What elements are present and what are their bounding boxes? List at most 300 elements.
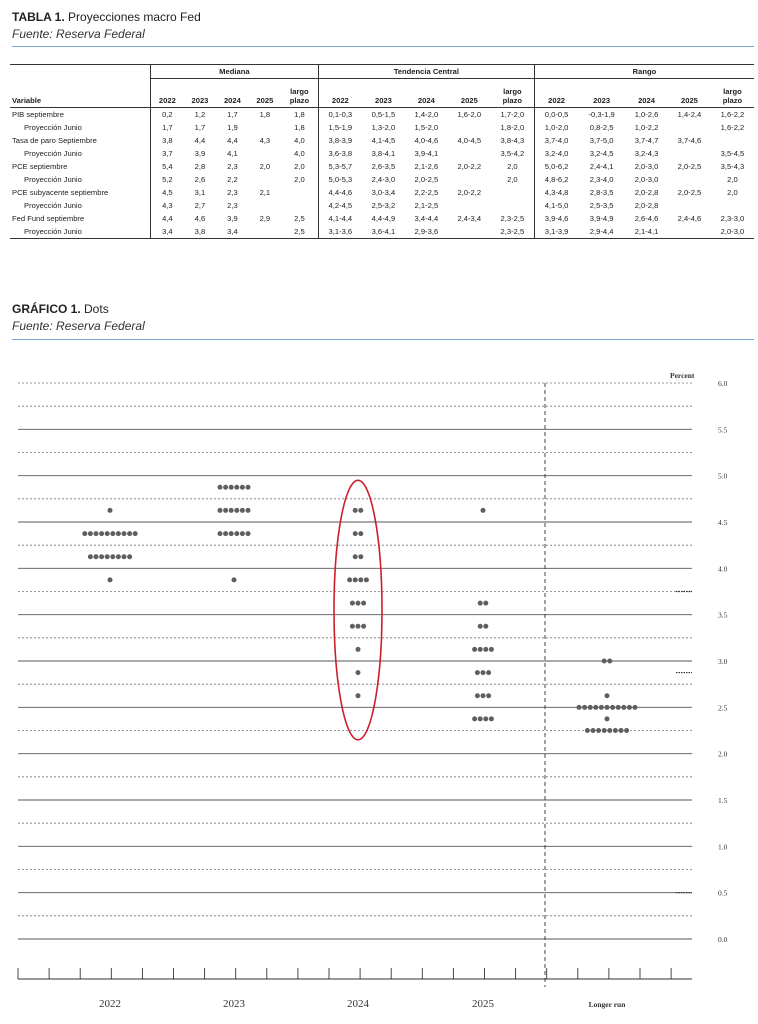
table-cell (448, 121, 491, 134)
dot (229, 508, 234, 513)
table-cell: 2,3-2,5 (491, 225, 535, 239)
table-cell: 2,0 (259, 162, 271, 171)
row-label: Fed Fund septiembre (12, 214, 85, 223)
dot (353, 577, 358, 582)
dot (122, 554, 127, 559)
dot (602, 659, 607, 664)
table-cell: 4,1-4,4 (318, 212, 362, 225)
table-cell: 2,4-4,1 (589, 162, 614, 171)
table-cell: 2,5-3,2 (371, 201, 396, 210)
table-cell: 3,8-3,9 (318, 134, 362, 147)
dot (486, 693, 491, 698)
table-cell: 2,0 (294, 175, 305, 184)
table-cell: 2,8-3,5 (589, 188, 614, 197)
long-run-header (491, 79, 535, 108)
dot (475, 670, 480, 675)
group-rango: Rango (534, 65, 754, 79)
y-tick-label: 2.5 (718, 703, 728, 713)
x-tick-label: 2025 (472, 998, 494, 1010)
dot (627, 705, 632, 710)
table-cell (281, 199, 318, 212)
table-cell (668, 147, 711, 160)
x-tick-label: Longer run (588, 1000, 626, 1009)
table-cell: 1,9 (227, 123, 238, 132)
table-cell: 1,4-2,4 (677, 110, 702, 119)
year-header: 2025 (668, 79, 711, 108)
row-label: Proyección Junio (10, 225, 151, 239)
table-cell: 1,8 (294, 110, 305, 119)
table-cell: 3,4-4,4 (414, 214, 439, 223)
table-cell: 2,0-2,5 (677, 162, 702, 171)
dot (223, 485, 228, 490)
group-tendencia-central: Tendencia Central (318, 65, 534, 79)
x-tick-label: 2024 (347, 998, 369, 1010)
row-label: Proyección Junio (24, 201, 82, 210)
dot (478, 624, 483, 629)
table-cell: 4,4 (151, 212, 184, 225)
table-cell: 2,3 (227, 162, 238, 171)
year-header: 2025 (448, 79, 491, 108)
table-cell: 2,7 (194, 201, 206, 210)
dot (602, 728, 607, 733)
x-tick-label: 2022 (99, 998, 121, 1010)
chart-title-text: Dots (84, 302, 109, 316)
table-cell: 2,2-2,5 (414, 188, 439, 197)
dot (127, 531, 132, 536)
table-cell: 3,8-4,1 (371, 149, 396, 158)
table-cell: 2,8 (194, 162, 206, 171)
dot (246, 531, 251, 536)
dot (127, 554, 132, 559)
dot-plot-chart (0, 352, 758, 1024)
table-cell: 4,2-4,5 (318, 199, 362, 212)
row-label: Proyección Junio (24, 123, 82, 132)
table-cell: 1,6-2,0 (457, 110, 482, 119)
table-cell: 4,1-5,0 (534, 199, 578, 212)
dot (232, 577, 237, 582)
table-cell: 2,0-2,5 (677, 188, 702, 197)
table-title (12, 10, 201, 24)
table-cell: 4,1-4,5 (371, 136, 396, 145)
table-cell: 1,2 (194, 110, 206, 119)
dot (605, 716, 610, 721)
dot (94, 531, 99, 536)
table-group-header-row (10, 65, 754, 79)
row-label: PIB septiembre (12, 110, 64, 119)
table-cell: 2,1 (259, 188, 271, 197)
table-cell: 3,9 (194, 149, 206, 158)
table-cell: 4,0 (294, 136, 305, 145)
table-year-header-row (10, 79, 754, 108)
year-header: 2023 (184, 79, 216, 108)
dot (218, 531, 223, 536)
row-label: Proyección Junio (24, 175, 82, 184)
dot (110, 554, 115, 559)
table-cell (448, 173, 491, 186)
table-cell: 3,1 (194, 188, 206, 197)
dot (607, 659, 612, 664)
table-row (10, 212, 754, 225)
table-cell: 4,0-4,5 (457, 136, 482, 145)
year-header: 2024 (216, 79, 248, 108)
table-cell: 5,0-5,3 (318, 173, 362, 186)
macro-projections-table (10, 64, 754, 239)
x-axis (18, 968, 692, 1010)
group-mediana: Mediana (151, 65, 319, 79)
long-run-header-line1: largo (503, 87, 522, 96)
dot (353, 554, 358, 559)
table-cell: 2,1-4,1 (625, 225, 668, 239)
y-tick-label: 1.0 (718, 842, 728, 852)
chart-label: GRÁFICO 1. (12, 302, 81, 316)
dot (478, 647, 483, 652)
dot (607, 728, 612, 733)
table-cell: 4,0-4,6 (414, 136, 439, 145)
dot (364, 577, 369, 582)
year-header: 2022 (534, 79, 578, 108)
table-cell: 2,6-4,6 (634, 214, 659, 223)
dot (358, 531, 363, 536)
year-header: 2024 (405, 79, 448, 108)
table-cell: 3,2-4,3 (634, 149, 659, 158)
table-cell (448, 199, 491, 212)
table-cell: 3,2-4,0 (534, 147, 578, 160)
dot (585, 728, 590, 733)
table-row (10, 121, 754, 134)
table-cell: 1,7 (194, 123, 206, 132)
table-cell (249, 147, 281, 160)
dot (229, 531, 234, 536)
table-cell (448, 147, 491, 160)
y-tick-label: 5.0 (718, 471, 728, 481)
dot (472, 716, 477, 721)
table-cell (491, 186, 535, 199)
year-header: 2023 (578, 79, 625, 108)
dot (361, 601, 366, 606)
table-cell: 0,0-0,5 (534, 108, 578, 122)
table-cell: 1,8 (294, 123, 305, 132)
table-cell: 1,5-2,0 (414, 123, 439, 132)
table-cell: 4,5 (151, 186, 184, 199)
dot (605, 705, 610, 710)
highlight-ellipse (334, 480, 382, 739)
table-cell: 2,4-4,6 (677, 214, 702, 223)
grid-lines (18, 383, 692, 987)
table-cell: 1,3-2,0 (371, 123, 396, 132)
table-cell: 4,3-4,8 (534, 186, 578, 199)
dot (610, 705, 615, 710)
dot (122, 531, 127, 536)
table-cell: 1,6-2,2 (720, 110, 745, 119)
table-cell: 4,4 (194, 136, 206, 145)
table-cell: 4,4-4,9 (371, 214, 396, 223)
table-cell: 5,0-6,2 (534, 160, 578, 173)
dot (478, 716, 483, 721)
table-cell: 3,6-3,8 (318, 147, 362, 160)
dot (108, 508, 113, 513)
table-cell: 3,8 (151, 134, 184, 147)
dot (240, 531, 245, 536)
table-cell: 0,2 (151, 108, 184, 122)
dot (588, 705, 593, 710)
variable-header: Variable (10, 79, 151, 108)
table-cell: 2,3-3,0 (720, 214, 745, 223)
y-tick-label: 5.5 (718, 425, 728, 435)
dot (223, 508, 228, 513)
table-cell: 2,6 (194, 175, 206, 184)
dot (105, 554, 110, 559)
table-cell: 2,4-3,0 (371, 175, 396, 184)
dot (218, 508, 223, 513)
table-cell: 1,8-2,0 (500, 123, 525, 132)
table-cell: 2,0-2,8 (634, 201, 659, 210)
dot (99, 531, 104, 536)
dot (481, 693, 486, 698)
table-cell: 3,4 (151, 225, 184, 239)
table-cell (281, 186, 318, 199)
table-cell: 2,9-4,4 (578, 225, 625, 239)
dot (353, 508, 358, 513)
table-cell (448, 225, 491, 239)
row-label: Proyección Junio (24, 149, 82, 158)
table-cell: 2,3-2,5 (500, 214, 525, 223)
dot (489, 716, 494, 721)
table-cell: 3,4 (216, 225, 248, 239)
table-divider (12, 46, 754, 47)
table-cell: 3,8 (184, 225, 216, 239)
dot (116, 554, 121, 559)
dot (110, 531, 115, 536)
dot (356, 670, 361, 675)
dot (116, 531, 121, 536)
long-run-header-line2: plazo (502, 96, 523, 105)
table-cell: 2,1-2,5 (414, 201, 439, 210)
y-tick-label: 1.5 (718, 796, 728, 805)
table-cell: 2,9 (259, 214, 271, 223)
table-title-text: Proyecciones macro Fed (68, 10, 201, 24)
table-cell: 4,8-6,2 (534, 173, 578, 186)
row-label: Tasa de paro Septiembre (12, 136, 97, 145)
table-cell: 2,0-2,5 (414, 175, 439, 184)
long-run-header-line2: plazo (289, 96, 310, 105)
table-cell: 3,9-4,6 (534, 212, 578, 225)
table-cell: 0,1-0,3 (318, 108, 362, 122)
table-cell: 3,9-4,9 (589, 214, 614, 223)
dot (350, 624, 355, 629)
dot (361, 624, 366, 629)
dot (347, 577, 352, 582)
table-row (10, 134, 754, 147)
table-cell: 2,0 (507, 162, 518, 171)
dot (229, 485, 234, 490)
table-cell (668, 225, 711, 239)
table-cell: 2,0 (727, 188, 738, 197)
table-cell: 3,1-3,6 (318, 225, 362, 239)
table-cell: 0,5-1,5 (371, 110, 396, 119)
table-row (10, 199, 754, 212)
table-cell (668, 199, 711, 212)
y-tick-label: 4.5 (718, 518, 728, 527)
dot (616, 705, 621, 710)
table-cell: 5,4 (151, 160, 184, 173)
dot (582, 705, 587, 710)
year-header: 2025 (249, 79, 281, 108)
table-cell: 3,7-5,0 (589, 136, 614, 145)
table-cell: 1,8 (259, 110, 271, 119)
dot (483, 601, 488, 606)
table-label: TABLA 1. (12, 10, 65, 24)
year-header: 2023 (362, 79, 405, 108)
dot (356, 693, 361, 698)
table-cell: 1,7-2,0 (500, 110, 525, 119)
table-cell: 4,4 (227, 136, 238, 145)
dot (358, 554, 363, 559)
table-cell: 2,0 (507, 175, 518, 184)
row-label: PCE septiembre (12, 162, 68, 171)
dot (356, 647, 361, 652)
table-row (10, 147, 754, 160)
x-tick-label: 2023 (223, 998, 245, 1010)
table-cell: 2,6-3,5 (371, 162, 396, 171)
y-tick-label: 6.0 (718, 379, 728, 388)
table-cell: 3,5-4,3 (720, 162, 745, 171)
table-cell (668, 121, 711, 134)
dot (94, 554, 99, 559)
table-cell: 4,4-4,6 (318, 186, 362, 199)
dot (358, 577, 363, 582)
chart-divider (12, 339, 754, 340)
dot (483, 716, 488, 721)
dot (358, 508, 363, 513)
table-cell: 2,0-3,0 (711, 225, 754, 239)
table-row (10, 186, 754, 199)
table-source: Fuente: Reserva Federal (12, 27, 145, 41)
long-run-header (281, 79, 318, 108)
dot (591, 728, 596, 733)
dot (240, 508, 245, 513)
table-cell: 2,1-2,6 (414, 162, 439, 171)
table-cell: 3,9 (227, 214, 238, 223)
y-axis-label: Percent (670, 371, 695, 380)
table-cell: 3,7-4,6 (677, 136, 702, 145)
dot (356, 601, 361, 606)
table-cell (491, 199, 535, 212)
y-tick-label: 2.0 (718, 749, 728, 759)
y-axis-ticks (718, 379, 728, 944)
table-row (10, 160, 754, 173)
highlight-layer (334, 480, 382, 739)
dot (246, 508, 251, 513)
table-cell: 4,3 (259, 136, 271, 145)
table-cell: 2,0 (727, 175, 738, 184)
dot (481, 508, 486, 513)
long-run-header (711, 79, 754, 108)
table-cell: 2,3-4,0 (589, 175, 614, 184)
year-header: 2022 (151, 79, 184, 108)
dot (472, 647, 477, 652)
dot (234, 531, 239, 536)
dot (234, 508, 239, 513)
table-cell: 1,6-2,2 (720, 123, 745, 132)
table-cell: 2,4-3,4 (457, 214, 482, 223)
table-cell: 1,7 (227, 110, 238, 119)
dot (599, 705, 604, 710)
dot (88, 531, 93, 536)
dot (218, 485, 223, 490)
table-row (10, 108, 754, 122)
table-cell: 0,8-2,5 (589, 123, 614, 132)
table-cell: 2,0 (294, 162, 305, 171)
table-cell: 5,3-5,7 (318, 160, 362, 173)
table-cell: 3,1-3,9 (534, 225, 578, 239)
table-cell (711, 134, 754, 147)
table-cell: 1,4-2,0 (414, 110, 439, 119)
table-cell: 2,0-3,0 (634, 175, 659, 184)
long-run-header-line2: plazo (722, 96, 743, 105)
dot (99, 554, 104, 559)
table-cell (668, 173, 711, 186)
table-cell: 3,2-4,5 (589, 149, 614, 158)
table-cell: -0,3-1,9 (588, 110, 615, 119)
table-cell: 3,0-3,4 (371, 188, 396, 197)
table-cell: 2,3 (227, 188, 238, 197)
dot (596, 728, 601, 733)
dot (475, 693, 480, 698)
table-cell: 3,5-4,2 (500, 149, 525, 158)
dot (489, 647, 494, 652)
chart-title (12, 302, 109, 316)
table-cell: 4,1 (227, 149, 238, 158)
table-cell (249, 225, 281, 239)
table-cell: 3,8-4,3 (500, 136, 525, 145)
y-tick-label: 4.0 (718, 564, 728, 574)
table-cell (249, 199, 281, 212)
chart-source: Fuente: Reserva Federal (12, 319, 145, 333)
dot (613, 728, 618, 733)
table-cell: 2,5 (281, 225, 318, 239)
table-cell (249, 173, 281, 186)
dot (133, 531, 138, 536)
long-run-header-line1: largo (290, 87, 309, 96)
dot (483, 624, 488, 629)
dot (593, 705, 598, 710)
table-cell: 1,5-1,9 (318, 121, 362, 134)
dot (223, 531, 228, 536)
table-cell (711, 199, 754, 212)
table-cell: 2,0-2,8 (634, 188, 659, 197)
table-cell: 3,7 (151, 147, 184, 160)
table-cell: 4,3 (151, 199, 184, 212)
dot (105, 531, 110, 536)
table-cell: 3,7-4,7 (634, 136, 659, 145)
table-cell: 2,0-2,2 (457, 188, 482, 197)
table-cell: 3,7-4,0 (534, 134, 578, 147)
dot (88, 554, 93, 559)
table-cell: 2,9-3,6 (405, 225, 448, 239)
y-tick-label: 0.5 (718, 888, 728, 898)
year-header: 2022 (318, 79, 362, 108)
table-cell: 1,7 (151, 121, 184, 134)
table-cell (249, 121, 281, 134)
y-tick-label: 3.5 (718, 610, 728, 620)
year-header: 2024 (625, 79, 668, 108)
table-cell: 1,0-2,0 (534, 121, 578, 134)
dot (478, 601, 483, 606)
dot (82, 531, 87, 536)
table-cell: 4,0 (294, 149, 305, 158)
dot (621, 705, 626, 710)
dot (246, 485, 251, 490)
